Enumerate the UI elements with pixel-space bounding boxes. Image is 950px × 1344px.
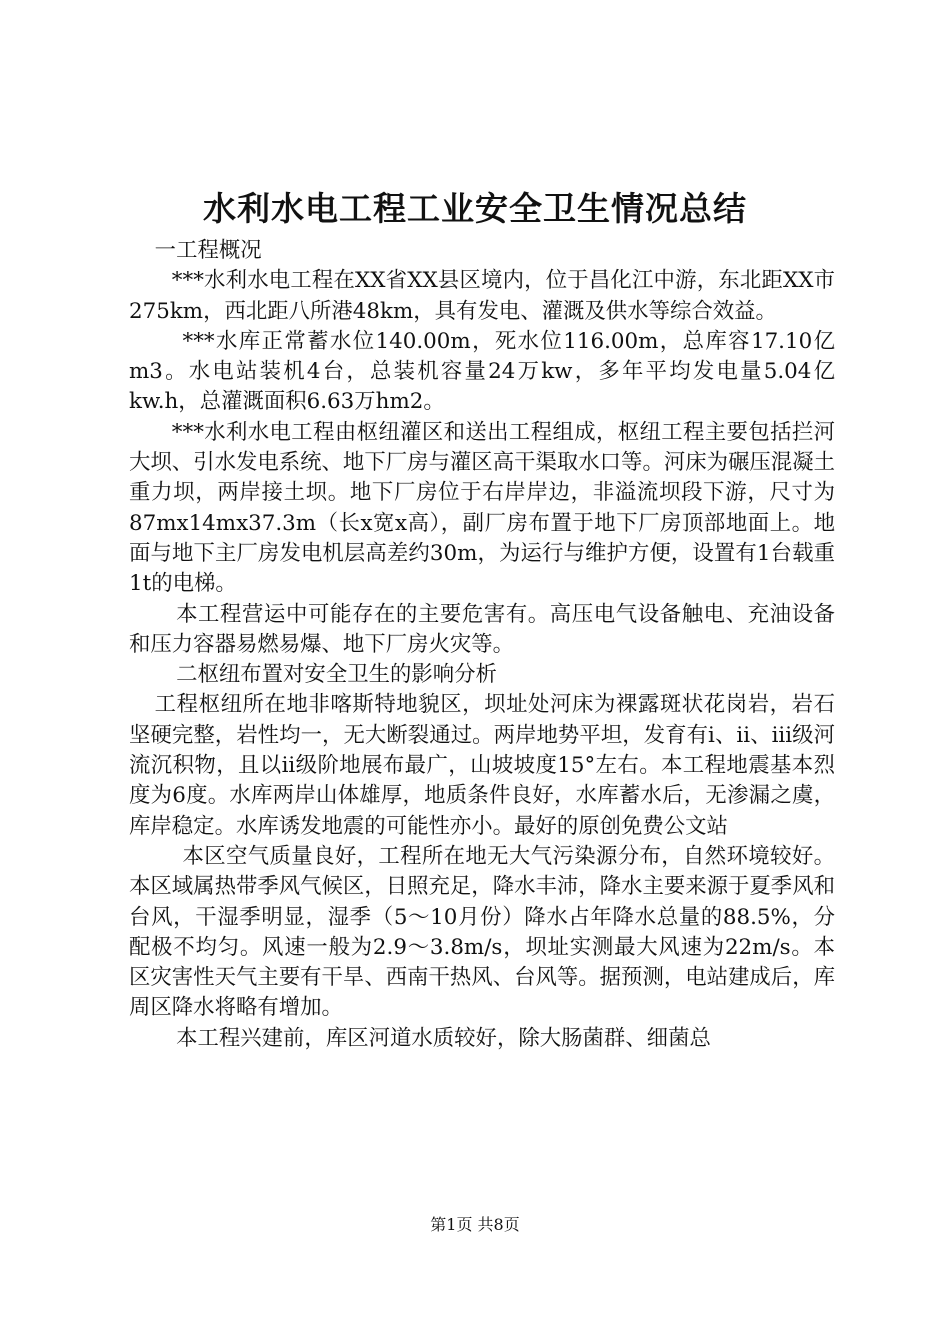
page-footer: 第1页 共8页 <box>430 1215 520 1234</box>
section-heading-project-overview: 一工程概况 <box>154 238 262 263</box>
paragraph-geology: 工程枢纽所在地非喀斯特地貌区，坝址处河床为裸露斑状花岗岩，岩石坚硬完整，岩性均一，无大断裂通过。两岸地势平坦，发育有i、ii、iii级河流沉积物，且以ii级阶地展布最广，山坡坡度15°左右。本工程地震基本烈度为6度。水库两岸山体雄厚，地质条件良好，水库蓄水后，无渗漏之虞，库岸稳定。水库诱发地震的可能性亦小。最好的原创免费公文站 <box>129 692 835 839</box>
section-heading-hub-layout: 二枢纽布置对安全卫生的影响分析 <box>176 662 497 688</box>
document-body <box>129 236 835 1054</box>
paragraph-reservoir-parameters: ***水库正常蓄水位140.00m，死水位116.00m，总库容17.10亿m3。水电站装机4台，总装机容量24万kw，多年平均发电量5.04亿kw.h，总灌溉面积6.63万hm2。 <box>129 328 835 415</box>
document-title: 水利水电工程工业安全卫生情况总结 <box>203 189 747 228</box>
paragraph-main-hazards: 本工程营运中可能存在的主要危害有。高压电气设备触电、充油设备和压力容器易燃易爆、地下厂房火灾等。 <box>129 601 835 657</box>
paragraph-project-composition: ***水利水电工程由枢纽灌区和送出工程组成，枢纽工程主要包括拦河大坝、引水发电系统、地下厂房与灌区高干渠取水口等。河床为碾压混凝土重力坝，两岸接土坝。地下厂房位于右岸岸边，非溢流坝段下游，尺寸为87mx14mx37.3m（长x宽x高），副厂房布置于地下厂房顶部地面上。地面与地下主厂房发电机层高差约30m，为运行与维护方便，设置有1台载重1t的电梯。 <box>129 419 835 597</box>
paragraph-water-quality: 本工程兴建前，库区河道水质较好，除大肠菌群、细菌总 <box>176 1025 711 1051</box>
paragraph-project-location: ***水利水电工程在XX省XX县区境内，位于昌化江中游，东北距XX市275km，西北距八所港48km，具有发电、灌溉及供水等综合效益。 <box>129 268 835 324</box>
paragraph-climate: 本区空气质量良好，工程所在地无大气污染源分布，自然环境较好。本区域属热带季风气候区，日照充足，降水丰沛，降水主要来源于夏季风和台风，干湿季明显，湿季（5～10月份）降水占年降水总量的88.5%，分配极不均匀。风速一般为2.9～3.8m/s，坝址实测最大风速为22m/s。本区灾害性天气主要有干旱、西南干热风、台风等。据预测，电站建成后，库周区降水将略有增加。 <box>129 843 835 1021</box>
